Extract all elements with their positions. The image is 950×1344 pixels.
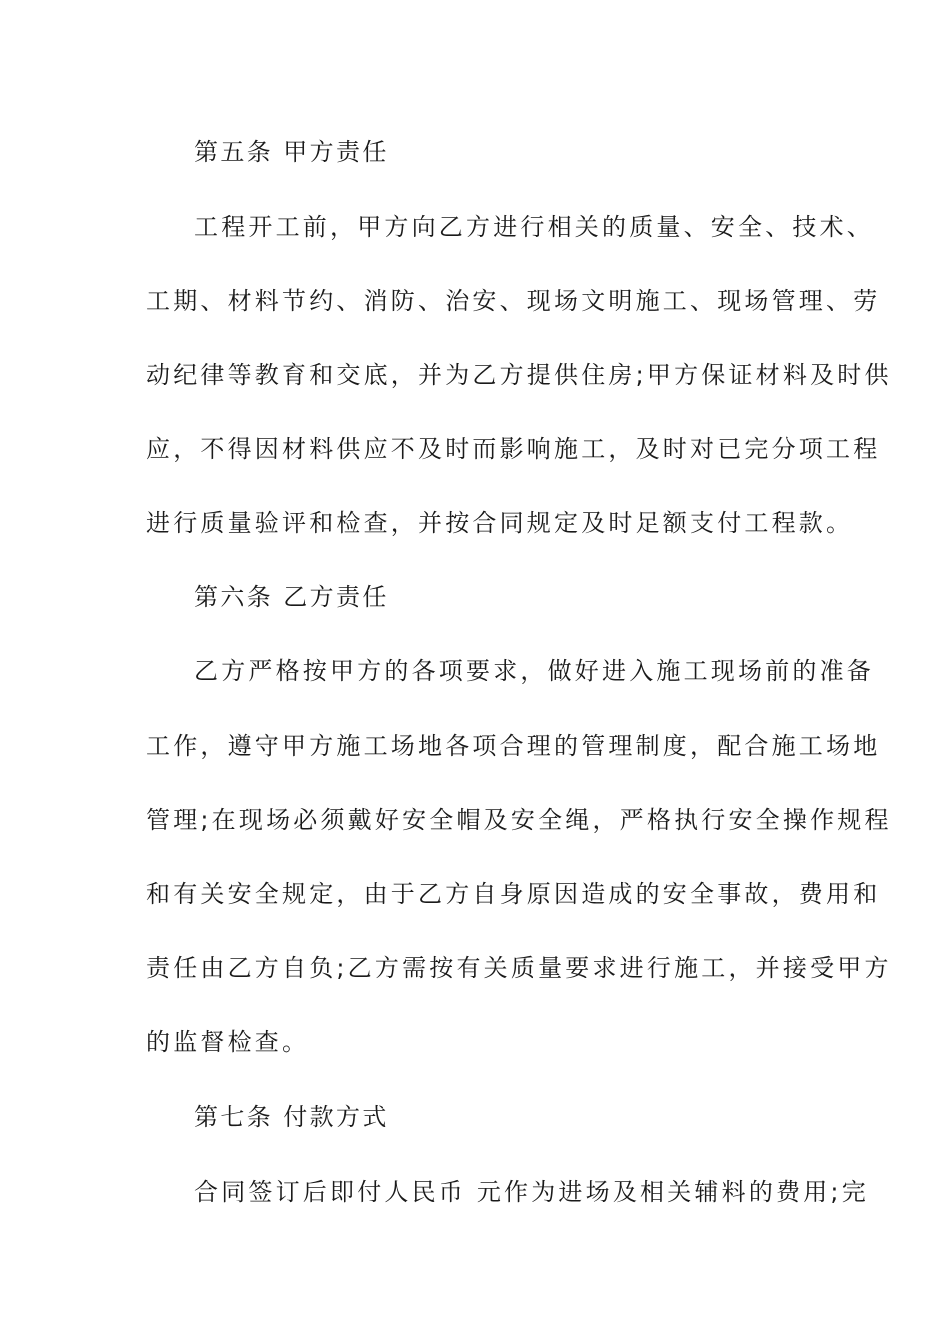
article-6-paragraph-line-5: 责任由乙方自负;乙方需按有关质量要求进行施工，并接受甲方: [146, 954, 892, 982]
article-5-paragraph-line-4: 应，不得因材料供应不及时而影响施工，及时对已完分项工程: [146, 435, 881, 463]
article-5-paragraph-line-3: 动纪律等教育和交底，并为乙方提供住房;甲方保证材料及时供: [146, 361, 892, 389]
article-5-heading: 第五条 甲方责任: [194, 138, 389, 166]
article-6-paragraph-line-3: 管理;在现场必须戴好安全帽及安全绳，严格执行安全操作规程: [146, 806, 892, 834]
article-5-paragraph-line-1: 工程开工前，甲方向乙方进行相关的质量、安全、技术、: [194, 213, 874, 241]
article-6-heading: 第六条 乙方责任: [194, 583, 389, 611]
article-5-paragraph-line-2: 工期、材料节约、消防、治安、现场文明施工、现场管理、劳: [146, 287, 881, 315]
article-7-paragraph-line-1: 合同签订后即付人民币 元作为进场及相关辅料的费用;完: [194, 1178, 869, 1206]
article-7-heading: 第七条 付款方式: [194, 1103, 389, 1131]
article-6-paragraph-line-1: 乙方严格按甲方的各项要求，做好进入施工现场前的准备: [194, 657, 874, 685]
article-6-paragraph-line-2: 工作，遵守甲方施工场地各项合理的管理制度，配合施工场地: [146, 732, 881, 760]
article-6-paragraph-line-6: 的监督检查。: [146, 1028, 310, 1056]
article-5-paragraph-line-5: 进行质量验评和检查，并按合同规定及时足额支付工程款。: [146, 509, 854, 537]
article-6-paragraph-line-4: 和有关安全规定，由于乙方自身原因造成的安全事故，费用和: [146, 880, 881, 908]
